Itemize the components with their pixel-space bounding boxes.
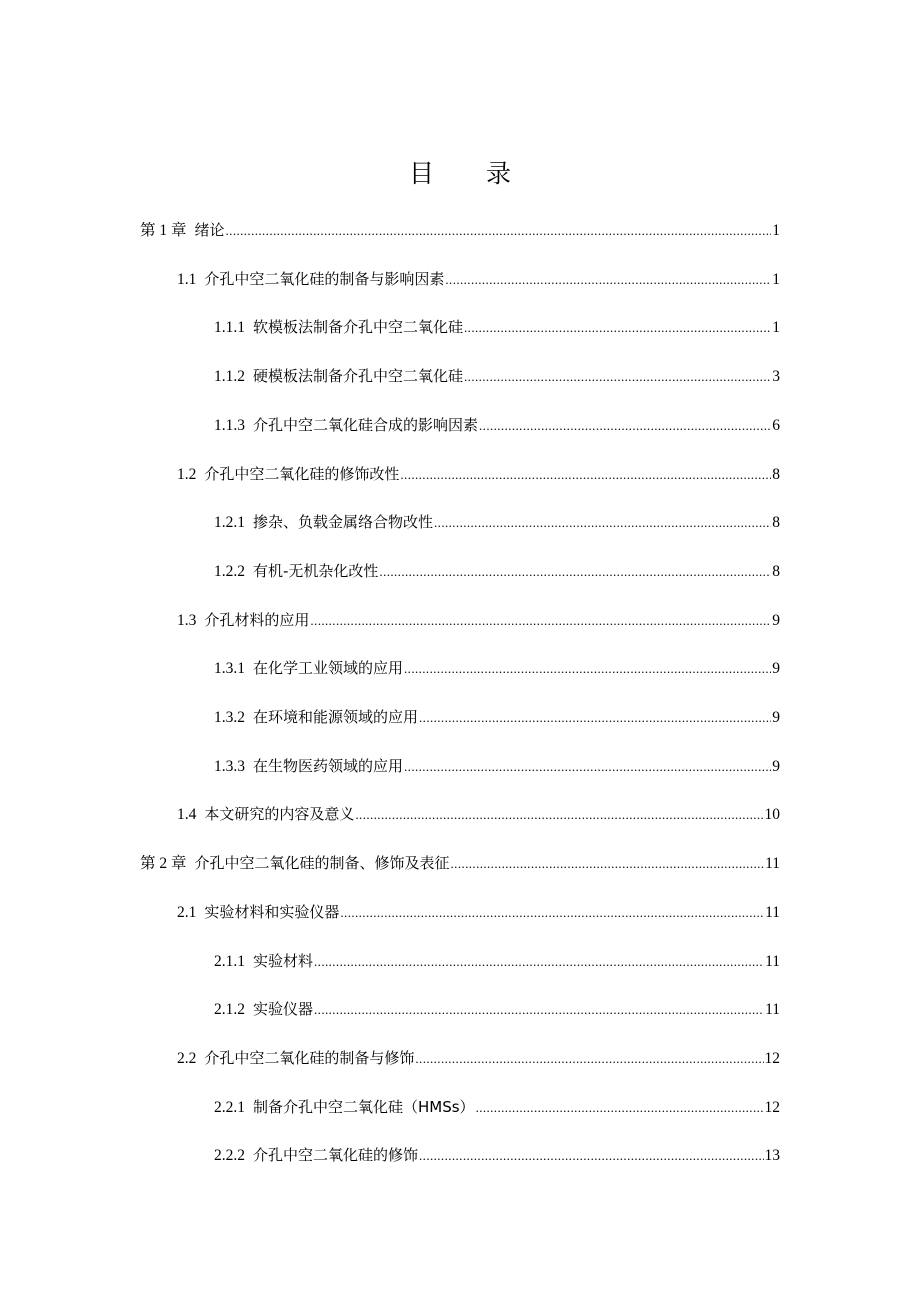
toc-entry-title: 绪论 — [194, 221, 225, 239]
toc-entry[interactable] — [214, 751, 780, 781]
toc-entry-page-number: 8 — [772, 514, 780, 532]
toc-entry-number: 1.4 — [177, 806, 197, 824]
toc-entry-number: 第 2 章 — [140, 855, 187, 873]
toc-entry-page-number: 3 — [772, 368, 780, 386]
toc-dot-leader — [314, 947, 764, 977]
toc-entry[interactable] — [214, 507, 780, 537]
toc-entry[interactable] — [177, 459, 780, 489]
toc-entry-number: 2.2.2 — [214, 1147, 245, 1165]
toc-entry-page-number: 6 — [772, 416, 780, 434]
toc-entry-number: 1.3 — [177, 611, 197, 629]
toc-entry-number: 2.2 — [177, 1049, 197, 1067]
toc-entry-number: 2.1.1 — [214, 952, 245, 970]
toc-entry-title: 介孔中空二氧化硅的修饰改性 — [204, 464, 400, 483]
toc-dot-leader — [419, 1141, 763, 1171]
toc-dot-leader — [355, 800, 763, 830]
toc-entry[interactable] — [214, 361, 780, 391]
toc-entry-page-number: 12 — [764, 1049, 780, 1067]
toc-entry-page-number: 1 — [772, 222, 780, 239]
toc-entry-number: 2.2.1 — [214, 1098, 245, 1116]
toc-entry-title: 实验材料 — [253, 951, 314, 970]
toc-entry-number: 1.3.2 — [214, 709, 245, 726]
toc-dot-leader — [464, 313, 771, 343]
toc-entry-number: 1.1.1 — [214, 319, 245, 337]
toc-entry-title: 介孔中空二氧化硅的制备与修饰 — [204, 1048, 415, 1067]
toc-entry-title: 介孔中空二氧化硅的制备与影响因素 — [204, 269, 445, 288]
toc-entry[interactable] — [214, 556, 780, 586]
toc-dot-leader — [415, 1044, 763, 1074]
toc-dot-leader — [404, 752, 771, 782]
toc-entry-page-number: 9 — [772, 757, 780, 775]
toc-dot-leader — [340, 898, 764, 928]
toc-entry[interactable] — [177, 264, 780, 294]
toc-entry-title: 介孔中空二氧化硅合成的影响因素 — [253, 415, 479, 434]
toc-title: 目 录 — [409, 159, 533, 188]
toc-entry[interactable] — [214, 994, 780, 1024]
toc-entry-title: 制备介孔中空二氧化硅（HMSs） — [253, 1097, 475, 1116]
toc-dot-leader — [400, 460, 771, 490]
toc-entry-page-number: 12 — [764, 1098, 780, 1116]
toc-dot-leader — [404, 654, 771, 684]
toc-entry-page-number: 11 — [765, 952, 780, 970]
toc-entry-page-number: 11 — [765, 1001, 780, 1019]
toc-entry-title: 硬模板法制备介孔中空二氧化硅 — [253, 367, 464, 386]
toc-entry[interactable] — [177, 605, 780, 635]
toc-entry-page-number: 8 — [772, 465, 780, 483]
toc-dot-leader — [479, 411, 771, 441]
toc-entry-number: 第 1 章 — [140, 222, 187, 239]
toc-entry[interactable] — [214, 702, 780, 732]
toc-entry-title: 在化学工业领域的应用 — [253, 659, 404, 678]
toc-entry-title: 在环境和能源领域的应用 — [253, 708, 419, 726]
toc-dot-leader — [314, 995, 764, 1025]
toc-entry-title: 介孔材料的应用 — [204, 610, 310, 629]
toc-entry-page-number: 9 — [772, 709, 780, 726]
toc-dot-leader — [451, 849, 765, 879]
toc-entry-title: 介孔中空二氧化硅的制备、修饰及表征 — [194, 854, 450, 873]
toc-entry-page-number: 9 — [772, 660, 780, 678]
toc-dot-leader — [464, 362, 771, 392]
toc-entry[interactable] — [214, 653, 780, 683]
toc-entry-number: 1.2.1 — [214, 514, 245, 532]
toc-entry-title: 软模板法制备介孔中空二氧化硅 — [253, 318, 464, 337]
toc-entry[interactable] — [214, 1092, 780, 1122]
toc-entry-page-number: 10 — [764, 806, 780, 824]
toc-entry-page-number: 11 — [765, 903, 780, 921]
toc-entry[interactable] — [140, 848, 780, 878]
toc-entry-page-number: 9 — [772, 611, 780, 629]
toc-dot-leader — [434, 508, 771, 538]
toc-dot-leader — [379, 557, 771, 587]
toc-entry-number: 1.2.2 — [214, 562, 245, 580]
toc-entry[interactable] — [214, 312, 780, 342]
toc-entry-page-number: 1 — [772, 319, 780, 337]
toc-entry-number: 2.1 — [177, 903, 197, 921]
toc-entry-number: 1.1.3 — [214, 416, 245, 434]
toc-entry-number: 1.2 — [177, 465, 197, 483]
toc-entry-title: 掺杂、负载金属络合物改性 — [253, 513, 434, 532]
toc-entry-number: 1.3.3 — [214, 757, 245, 775]
toc-entry[interactable] — [177, 1043, 780, 1073]
toc-entry-title: 介孔中空二氧化硅的修饰 — [253, 1146, 419, 1165]
toc-entry-page-number: 1 — [772, 270, 780, 288]
toc-entry-title: 实验材料和实验仪器 — [204, 902, 340, 921]
toc-entry-page-number: 11 — [765, 855, 780, 873]
toc-entry[interactable] — [140, 215, 780, 245]
toc-entry-title: 本文研究的内容及意义 — [204, 805, 355, 824]
toc-entry-page-number: 13 — [764, 1147, 780, 1165]
toc-dot-leader — [226, 216, 772, 246]
toc-dot-leader — [476, 1093, 764, 1123]
toc-dot-leader — [419, 703, 771, 733]
toc-entry-number: 1.1.2 — [214, 368, 245, 386]
toc-entry-number: 1.3.1 — [214, 660, 245, 678]
toc-entry[interactable] — [214, 946, 780, 976]
toc-entry[interactable] — [177, 799, 780, 829]
toc-entry-number: 2.1.2 — [214, 1001, 245, 1019]
toc-entry-page-number: 8 — [772, 562, 780, 580]
toc-entry-number: 1.1 — [177, 270, 197, 288]
toc-dot-leader — [445, 265, 771, 295]
toc-entry-title: 在生物医药领域的应用 — [253, 756, 404, 775]
toc-entry[interactable] — [214, 1140, 780, 1170]
toc-entry[interactable] — [214, 410, 780, 440]
toc-entry-title: 有机-无机杂化改性 — [253, 561, 379, 580]
toc-dot-leader — [310, 606, 771, 636]
toc-entry-title: 实验仪器 — [253, 1000, 314, 1019]
toc-entry[interactable] — [177, 897, 780, 927]
